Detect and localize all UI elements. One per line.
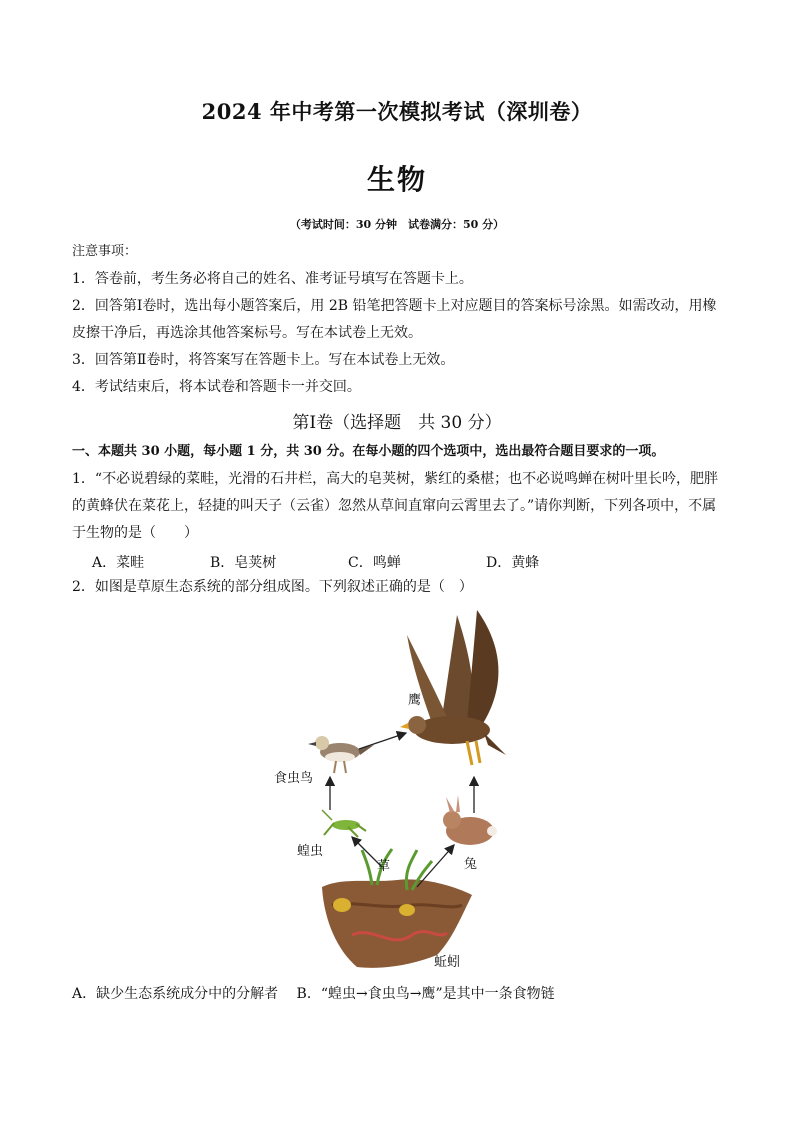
arrow-grass-to-rabbit (417, 845, 454, 887)
grasshopper-illustration (322, 810, 366, 837)
note-item-3: 3．回答第Ⅱ卷时，将答案写在答题卡上。写在本试卷上无效。 (72, 352, 455, 368)
note-item-2: 2．回答第Ⅰ卷时，选出每小题答案后，用 2B 铅笔把答题卡上对应题目的答案标号涂黑。如需改动，用橡 (72, 298, 717, 314)
eagle-illustration (400, 610, 506, 765)
q1-option-d: D．黄蜂 (486, 555, 540, 571)
q1-option-b: B．皂荚树 (210, 555, 277, 571)
label-earthworm: 蚯蚓 (434, 955, 461, 970)
insectivorous-bird-illustration (308, 736, 374, 773)
q1-line-3: 于生物的是（ ） (72, 525, 198, 541)
q1-option-a: A．菜畦 (92, 555, 145, 571)
section-instruction: 一、本题共 30 小题，每小题 1 分，共 30 分。在每小题的四个选项中，选出最符合题目要求的一项。 (72, 444, 665, 459)
label-grass: 草 (377, 859, 391, 874)
notes-heading: 注意事项： (72, 244, 138, 259)
rabbit-illustration (443, 795, 497, 845)
note-item-2-cont: 皮擦干净后，再选涂其他答案标号。写在本试卷上无效。 (72, 325, 422, 341)
note-item-1: 1．答卷前，考生务必将自己的姓名、准考证号填写在答题卡上。 (72, 271, 473, 287)
label-eagle: 鹰 (408, 693, 422, 708)
note-item-4: 4．考试结束后，将本试卷和答题卡一并交回。 (72, 379, 361, 395)
subject-title: 生物 (366, 163, 427, 196)
food-web-figure (262, 605, 542, 980)
food-web-illustration (262, 605, 542, 980)
label-grasshopper: 蝗虫 (297, 844, 324, 859)
exam-time-info: （考试时间：30 分钟 试卷满分：50 分） (289, 218, 505, 231)
exam-title: 2024 年中考第一次模拟考试（深圳卷） (201, 99, 593, 124)
section-title: 第Ⅰ卷（选择题 共 30 分） (292, 413, 502, 433)
label-bird: 食虫鸟 (274, 771, 314, 786)
q2-stem: 2．如图是草原生态系统的部分组成图。下列叙述正确的是（ ） (72, 579, 473, 595)
q1-line-1: 1．“不必说碧绿的菜畦，光滑的石井栏，高大的皂荚树，紫红的桑椹；也不必说鸣蝉在树叶里长吟，肥胖 (72, 471, 719, 487)
q1-line-2: 的黄蜂伏在菜花上，轻捷的叫天子（云雀）忽然从草间直窜向云霄里去了。”请你判断，下列各项中，不属 (72, 498, 717, 514)
label-rabbit: 兔 (464, 857, 478, 872)
arrow-bird-to-eagle (359, 733, 406, 749)
q1-option-c: C．鸣蝉 (348, 555, 401, 571)
q2-options-line: A．缺少生态系统成分中的分解者 B．“蝗虫→食虫鸟→鹰”是其中一条食物链 (72, 986, 555, 1002)
